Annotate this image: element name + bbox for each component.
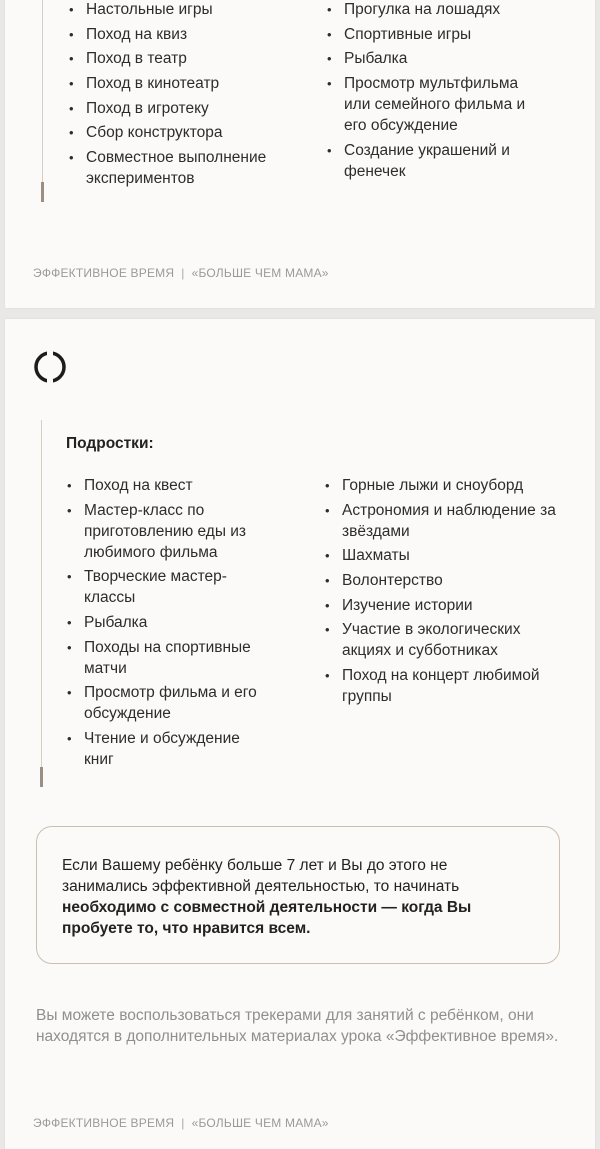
list-item: • Рыбалка [67,612,297,633]
list-item: • Мастер-класс по приготовлению еды из любимого фильма [67,500,279,563]
list-item: • Поход на квиз [69,24,304,45]
list-item: • Спортивные игры [327,24,557,45]
list-item: • Прогулка на лошадях [327,0,557,20]
list-item: • Поход в игротеку [69,98,304,119]
left-divider-accent [41,182,44,202]
left-divider-line [41,420,42,767]
left-divider-line [42,0,43,194]
teen-activity-list-left [67,475,297,774]
list-item: • Изучение истории [325,595,565,616]
callout-bold-text: необходимо с совместной деятельности — когда Вы пробуете то, что нравится всем. [62,899,472,937]
list-item: • Походы на спортивные матчи [67,637,284,679]
teen-activity-list-right [325,475,565,711]
circle-logo-icon [32,349,68,385]
list-item: • Просмотр фильма и его обсуждение [67,682,284,724]
list-item: • Горные лыжи и сноуборд [325,475,565,496]
section-title: Подростки: [66,435,154,452]
page-footer [33,1116,329,1130]
page-1 [5,0,595,308]
list-item: • Совместное выполнение экспериментов [69,147,286,189]
list-item: • Волонтерство [325,570,565,591]
activity-list-right [327,0,557,185]
callout-text: Если Вашему ребёнку больше 7 лет и Вы до этого не занимались эффективной деятельностью, то начинать [62,857,460,895]
list-item: • Рыбалка [327,48,557,69]
list-item: • Поход в кинотеатр [69,73,304,94]
footer-separator: | [181,266,185,280]
list-item: • Создание украшений и фенечек [327,140,514,182]
list-item: • Шахматы [325,545,565,566]
footer-course-name: ЭФФЕКТИВНОЕ ВРЕМЯ [33,266,175,280]
footer-course-name: ЭФФЕКТИВНОЕ ВРЕМЯ [33,1116,175,1130]
trackers-note: Вы можете воспользоваться трекерами для занятий с ребёнком, они находятся в дополнительных материалах урока «Эффективное время». [36,1007,559,1045]
footer-separator: | [181,1116,185,1130]
footer-brand-name: «БОЛЬШЕ ЧЕМ МАМА» [191,1116,329,1130]
list-item: • Поход на квест [67,475,297,496]
list-item: • Творческие мастер-классы [67,566,269,608]
list-item: • Участие в экологических акциях и субботниках [325,619,547,661]
list-item: • Астрономия и наблюдение за звёздами [325,500,567,542]
list-item: • Чтение и обсуждение книг [67,728,269,770]
page-footer [33,266,329,280]
footer-brand-name: «БОЛЬШЕ ЧЕМ МАМА» [191,266,329,280]
list-item: • Настольные игры [69,0,304,20]
list-item: • Поход на концерт любимой группы [325,665,572,707]
activity-list-left [69,0,304,193]
list-item: • Поход в театр [69,48,304,69]
left-divider-accent [40,767,43,787]
list-item: • Просмотр мультфильма или семейного фильма и его обсуждение [327,73,539,136]
list-item: • Сбор конструктора [69,122,304,143]
info-callout [36,826,560,964]
page-2 [5,319,595,1149]
